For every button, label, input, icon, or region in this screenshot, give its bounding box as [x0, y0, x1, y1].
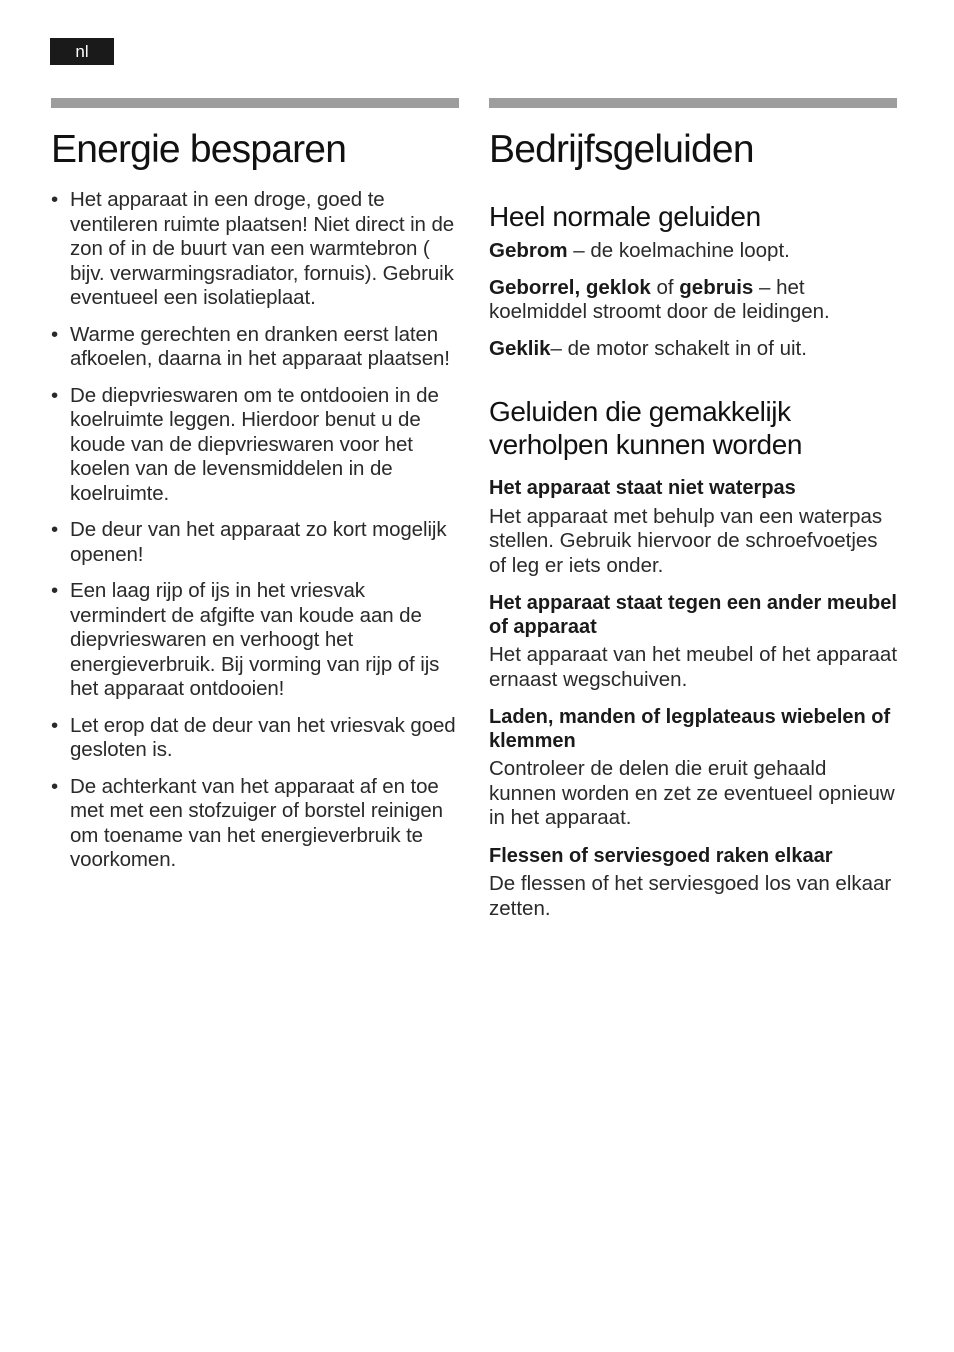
noise-term: Gebrom	[489, 239, 568, 262]
list-item-text: Een laag rijp of ijs in het vriesvak vermindert de afgifte van koude aan de diepvrieswaren en verhoogt het energieverbruik. Bij vorming van rijp of ijs het apparaat ontdooien!	[70, 579, 440, 700]
issue-title: Flessen of serviesgoed raken elkaar	[489, 844, 833, 867]
noise-description: – de koelmachine loopt.	[567, 239, 790, 262]
noise-term: gebruis	[679, 275, 754, 299]
noise-connector: of	[650, 275, 680, 299]
list-item-text: Let erop dat de deur van het vriesvak goed gesloten is.	[70, 713, 456, 761]
issue-text: Het apparaat met behulp van een waterpas stellen. Gebruik hiervoor de schroefvoetjes of leg er iets onder.	[489, 504, 883, 577]
bullet-icon: •	[51, 383, 59, 407]
energy-title: Energie besparen	[51, 128, 347, 171]
section-rule	[489, 98, 897, 108]
language-badge: nl	[50, 38, 114, 65]
noise-term: Geklik	[489, 336, 551, 360]
noises-title: Bedrijfsgeluiden	[489, 128, 754, 171]
normal-noises-heading: Heel normale geluiden	[489, 201, 761, 232]
noise-line-humming	[489, 239, 897, 264]
list-item	[51, 775, 459, 873]
list-item	[51, 323, 459, 372]
list-item-text: De deur van het apparaat zo kort mogelijk openen!	[70, 518, 447, 566]
list-item	[51, 384, 459, 507]
noise-description: – het koelmiddel stroomt door de leidingen.	[489, 275, 830, 323]
issue-text: Controleer de delen die eruit gehaald kunnen worden en zet ze eventueel opnieuw in het apparaat.	[489, 757, 895, 829]
issue-title: Het apparaat staat niet waterpas	[489, 477, 796, 499]
noise-line-clicking	[489, 337, 897, 362]
energy-section	[51, 98, 459, 885]
section-rule	[51, 98, 459, 108]
issue-text: De flessen of het serviesgoed los van elkaar zetten.	[489, 872, 892, 920]
issue-title: Laden, manden of legplateaus wiebelen of klemmen	[489, 706, 891, 752]
noises-section	[489, 98, 897, 921]
issue-text: Het apparaat van het meubel of het apparaat ernaast wegschuiven.	[489, 643, 898, 691]
bullet-icon: •	[51, 518, 59, 541]
noise-description: – de motor schakelt in of uit.	[550, 336, 807, 360]
noise-term: Geborrel, geklok	[489, 275, 651, 299]
list-item	[51, 518, 459, 567]
bullet-icon: •	[51, 188, 59, 211]
bullet-icon: •	[51, 713, 59, 737]
list-item	[51, 188, 459, 311]
list-item	[51, 579, 459, 702]
list-item	[51, 714, 459, 763]
fixable-noises-heading: Geluiden die gemakkelijk verholpen kunnen worden	[489, 396, 803, 460]
list-item-text: De diepvrieswaren om te ontdooien in de koelruimte leggen. Hierdoor benut u de koude van de diepvrieswaren voor het koelen van de levensmiddelen in de koelruimte.	[70, 383, 439, 505]
bullet-icon: •	[51, 579, 59, 602]
bullet-icon: •	[51, 322, 59, 346]
issue-title: Het apparaat staat tegen een ander meubel of apparaat	[489, 592, 897, 638]
energy-tips-list	[51, 188, 459, 873]
noise-line-bubbling	[489, 276, 897, 325]
list-item-text: Warme gerechten en dranken eerst laten afkoelen, daarna in het apparaat plaatsen!	[70, 322, 450, 370]
list-item-text: Het apparaat in een droge, goed te ventileren ruimte plaatsen! Niet direct in de zon of in de buurt van een warmtebron ( bijv. verwarmingsradiator, fornuis). Gebruik eventueel een isolatieplaat.	[70, 188, 455, 309]
list-item-text: De achterkant van het apparaat af en toe met met een stofzuiger of borstel reinigen om toename van het energieverbruik te voorkomen.	[70, 774, 443, 871]
bullet-icon: •	[51, 774, 59, 798]
